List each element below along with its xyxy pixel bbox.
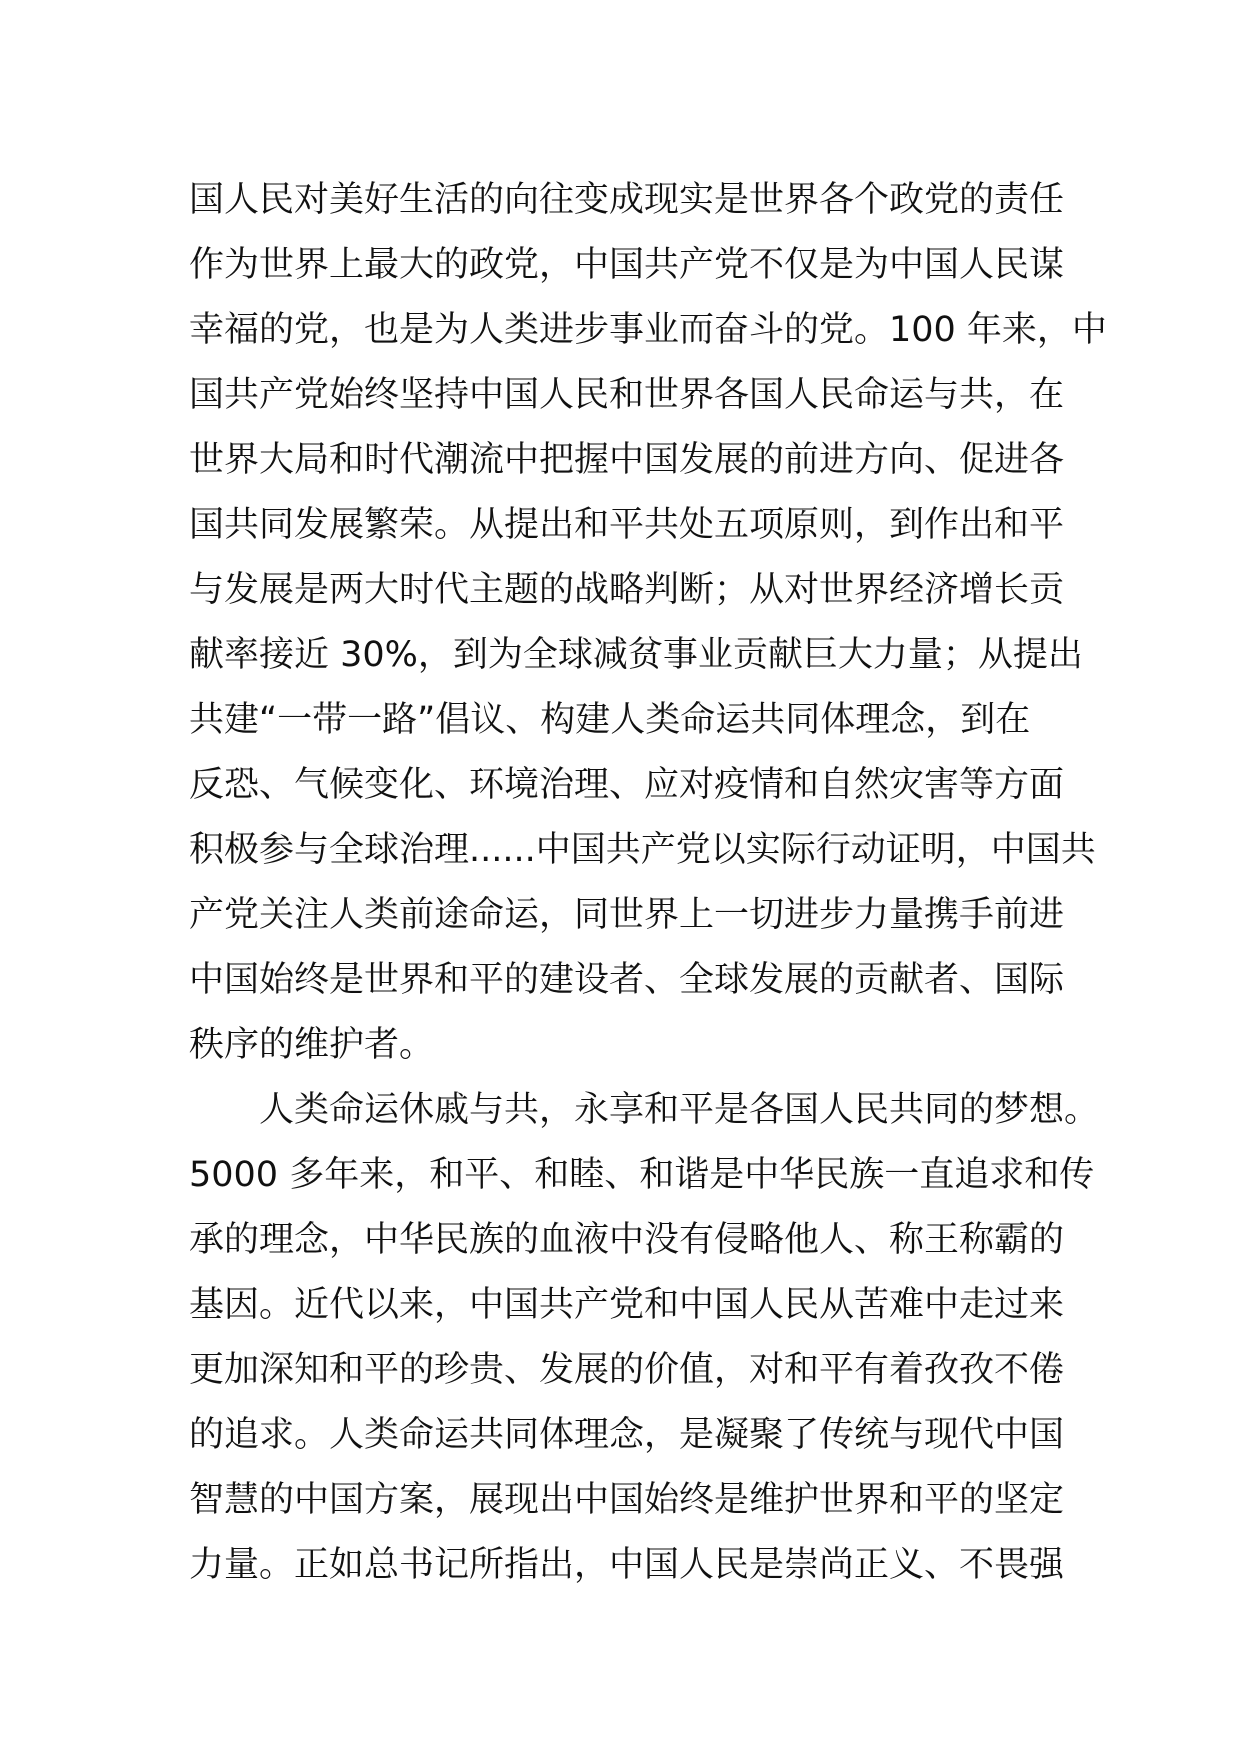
- text-line: 更加深知和平的珍贵、发展的价值，对和平有着孜孜不倦: [189, 1350, 1065, 1390]
- text-line: 世界大局和时代潮流中把握中国发展的前进方向、促进各: [189, 440, 1065, 480]
- text-line: 的追求。人类命运共同体理念，是凝聚了传统与现代中国: [189, 1415, 1065, 1455]
- text-line: 国共产党始终坚持中国人民和世界各国人民命运与共，在: [189, 375, 1065, 415]
- text-line: 5000 多年来，和平、和睦、和谐是中华民族一直追求和传: [189, 1155, 1095, 1195]
- text-line: 力量。正如总书记所指出，中国人民是崇尚正义、不畏强: [189, 1545, 1065, 1585]
- text-line: 中国始终是世界和平的建设者、全球发展的贡献者、国际: [189, 960, 1065, 1000]
- text-line: 献率接近 30%，到为全球减贫事业贡献巨大力量；从提出: [189, 635, 1083, 675]
- text-line: 基因。近代以来，中国共产党和中国人民从苦难中走过来: [189, 1285, 1065, 1325]
- text-line: 反恐、气候变化、环境治理、应对疫情和自然灾害等方面: [189, 765, 1065, 805]
- text-line: 国共同发展繁荣。从提出和平共处五项原则，到作出和平: [189, 505, 1065, 545]
- text-line: 积极参与全球治理......中国共产党以实际行动证明，中国共: [189, 830, 1096, 870]
- text-line: 共建“一带一路”倡议、构建人类命运共同体理念，到在: [189, 700, 1031, 740]
- text-line: 国人民对美好生活的向往变成现实是世界各个政党的责任: [189, 180, 1065, 220]
- text-line: 智慧的中国方案，展现出中国始终是维护世界和平的坚定: [189, 1480, 1065, 1520]
- text-line: 产党关注人类前途命运，同世界上一切进步力量携手前进: [189, 895, 1065, 935]
- text-line: 承的理念，中华民族的血液中没有侵略他人、称王称霸的: [189, 1220, 1065, 1260]
- text-line: 与发展是两大时代主题的战略判断；从对世界经济增长贡: [189, 570, 1065, 610]
- paragraph-start-line: 人类命运休戚与共，永享和平是各国人民共同的梦想。: [259, 1090, 1100, 1130]
- body-text: [189, 168, 1107, 1598]
- text-line: 作为世界上最大的政党，中国共产党不仅是为中国人民谋: [189, 245, 1065, 285]
- text-line: 幸福的党，也是为人类进步事业而奋斗的党。100 年来，中: [189, 310, 1107, 350]
- text-line: 秩序的维护者。: [189, 1025, 435, 1065]
